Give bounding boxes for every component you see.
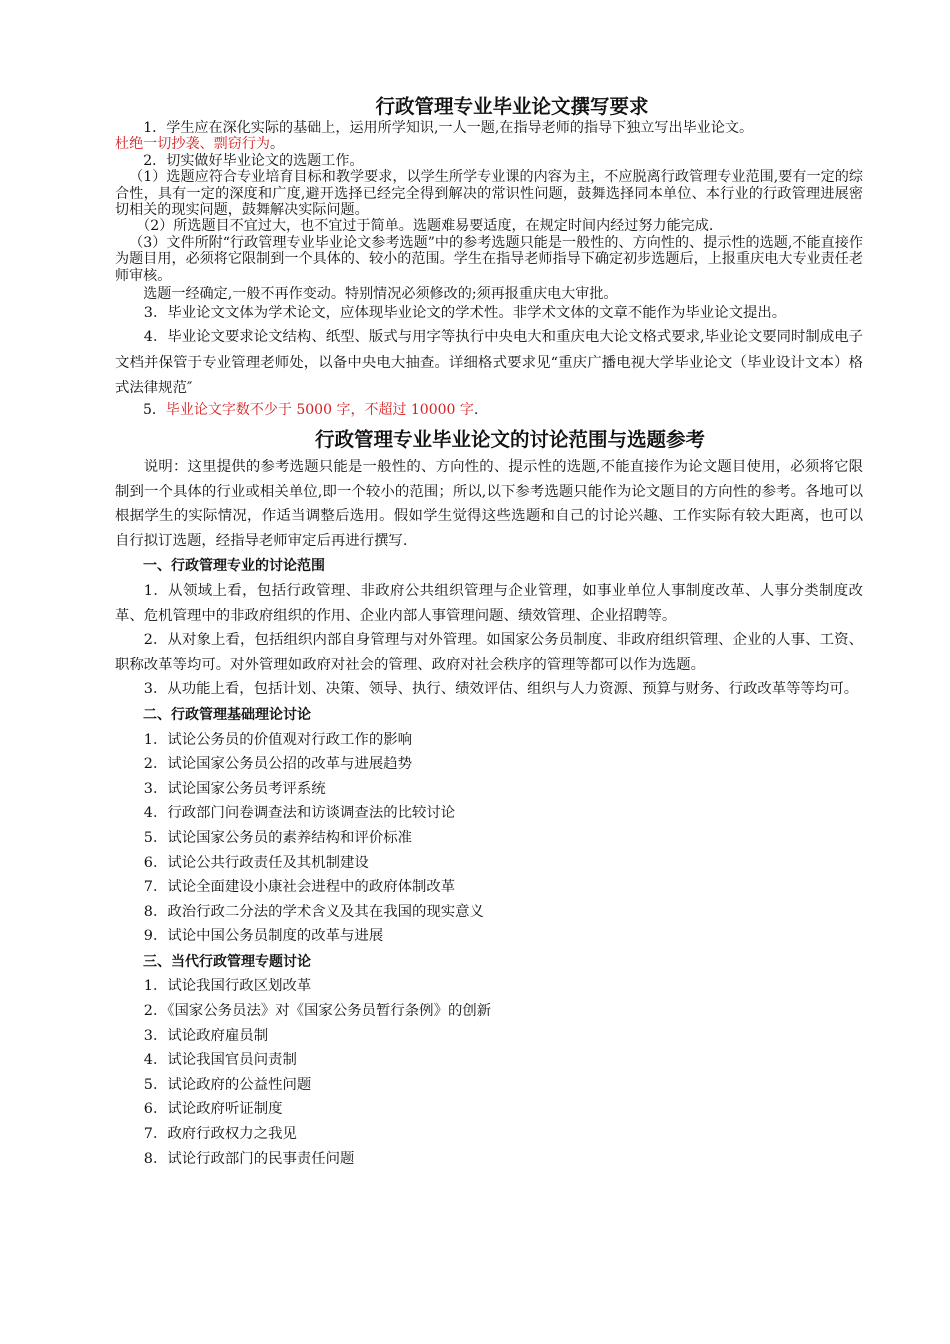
- list-item: 6．试论公共行政责任及其机制建设: [143, 854, 369, 871]
- list-item: 4．行政部门问卷调查法和访谈调查法的比较讨论: [143, 805, 456, 822]
- req-paragraph-3: 3．毕业论文文体为学术论文，应体现毕业论文的学术性。非学术文体的文章不能作为毕业论文提出。: [143, 305, 787, 321]
- req-5-end: .: [473, 401, 479, 418]
- list-item: 6．试论政府听证制度: [143, 1101, 283, 1118]
- req-1-red-text: 杜绝一切抄袭、剽窃行为: [115, 136, 271, 153]
- req-paragraph-5: [115, 402, 863, 419]
- req-paragraph-2-2: （2）所选题目不宜过大，也不宜过于简单。选题难易要适度，在规定时间内经过努力能完成.: [136, 218, 714, 235]
- req-5-red-text: 毕业论文字数不少于 5000 字，不超过 10000 字: [165, 401, 474, 418]
- topic-list-3: [115, 974, 863, 1171]
- heading-2: 二、行政管理基础理论讨论: [143, 706, 311, 723]
- intro-paragraph: 说明：这里提供的参考选题只能是一般性的、方向性的、提示性的选题,不能直接作为论文题目使用，必须将它限制到一个具体的行业或相关单位,即一个较小的范围；所以,以下参考选题只能作为论文题目的方向性的参考。各地可以根据学生的实际情况，作适当调整后选用。假如学生觉得这些选题和自己的讨论兴趣、工作实际有较大距离，也可以自行拟订选题，经指导老师审定后再进行撰写.: [115, 459, 863, 549]
- list-item: 7．试论全面建设小康社会进程中的政府体制改革: [143, 879, 456, 896]
- heading-3: 三、当代行政管理专题讨论: [143, 953, 311, 970]
- list-item: 9．试论中国公务员制度的改革与进展: [143, 928, 384, 945]
- scope-paragraph-1: 1．从领域上看，包括行政管理、非政府公共组织管理与企业管理，如事业单位人事制度改革、人事分类制度改革、危机管理中的非政府组织的作用、企业内部人事管理问题、绩效管理、企业招聘等。: [115, 582, 863, 624]
- list-item: 1．试论公务员的价值观对行政工作的影响: [143, 731, 412, 748]
- req-1-text: 1．学生应在深化实际的基础上，运用所学知识,一人一题,在指导老师的指导下独立写出毕业论文。: [143, 120, 754, 136]
- scope-block: [115, 455, 863, 1171]
- list-item: 5．试论国家公务员的素养结构和评价标准: [143, 829, 412, 846]
- req-paragraph-1: [115, 120, 863, 136]
- topic-list-2: [115, 728, 863, 949]
- req-paragraph-2-4: 选题一经确定,一般不再作变动。特别情况必须修改的;须再报重庆电大审批。: [143, 286, 618, 303]
- req-5-num: 5．: [143, 401, 166, 418]
- requirements-block: [115, 120, 863, 302]
- heading-1: 一、行政管理专业的讨论范围: [143, 558, 325, 575]
- req-paragraph-4: 4．毕业论文要求论文结构、纸型、版式与用字等执行中央电大和重庆电大论文格式要求,毕业论文要同时制成电子文档并保管于专业管理老师处，以备中央电大抽查。详细格式要求见“重庆广播电视大学毕业论文（毕业设计文本）格式法律规范″: [115, 329, 863, 396]
- list-item: 5．试论政府的公益性问题: [143, 1076, 312, 1093]
- scope-paragraph-2: 2．从对象上看，包括组织内部自身管理与对外管理。如国家公务员制度、非政府组织管理、企业的人事、工资、职称改革等均可。对外管理如政府对社会的管理、政府对社会秩序的管理等都可以作为选题。: [115, 632, 863, 673]
- req-paragraph-2-3: （3）文件所附“行政管理专业毕业论文参考选题”中的参考选题只能是一般性的、方向性的、提示性的选题,不能直接作为题目用，必须将它限制到一个具体的、较小的范围。学生在指导老师指导下确定初步选题后，上报重庆电大专业责任老师审核。: [115, 234, 863, 284]
- list-item: 3．试论国家公务员考评系统: [143, 780, 326, 797]
- req-1-end: 。: [270, 136, 285, 153]
- req-paragraph-2-1: （1）选题应符合专业培育目标和教学要求，以学生所学专业课的内容为主，不应脱离行政管理专业范围,要有一定的综合性，具有一定的深度和广度,避开选择已经完全得到解决的常识性问题，鼓舞选择同本单位、本行业的行政管理进展密切相关的现实问题，鼓舞解决实际问题。: [115, 169, 863, 219]
- scope-paragraph-3: 3．从功能上看，包括计划、决策、领导、执行、绩效评估、组织与人力资源、预算与财务、行政改革等等均可。: [143, 681, 859, 698]
- requirements-block-2: [115, 301, 863, 419]
- list-item: 2．试论国家公务员公招的改革与进展趋势: [143, 756, 412, 773]
- list-item: 4．试论我国官员问责制: [143, 1052, 297, 1069]
- req-paragraph-1-cont: [115, 136, 863, 152]
- req-paragraph-2: 2．切实做好毕业论文的选题工作。: [143, 152, 364, 169]
- list-item: 2．《国家公务员法》对《国家公务员暂行条例》的创新: [143, 1003, 492, 1020]
- list-item: 8．政治行政二分法的学术含义及其在我国的现实意义: [143, 903, 484, 920]
- list-item: 8．试论行政部门的民事责任问题: [143, 1150, 355, 1167]
- list-item: 3．试论政府雇员制: [143, 1027, 269, 1044]
- list-item: 7．政府行政权力之我见: [143, 1126, 297, 1143]
- list-item: 1．试论我国行政区划改革: [143, 978, 312, 995]
- section1-title: 行政管理专业毕业论文撰写要求: [375, 95, 649, 118]
- section2-title: 行政管理专业毕业论文的讨论范围与选题参考: [314, 428, 705, 451]
